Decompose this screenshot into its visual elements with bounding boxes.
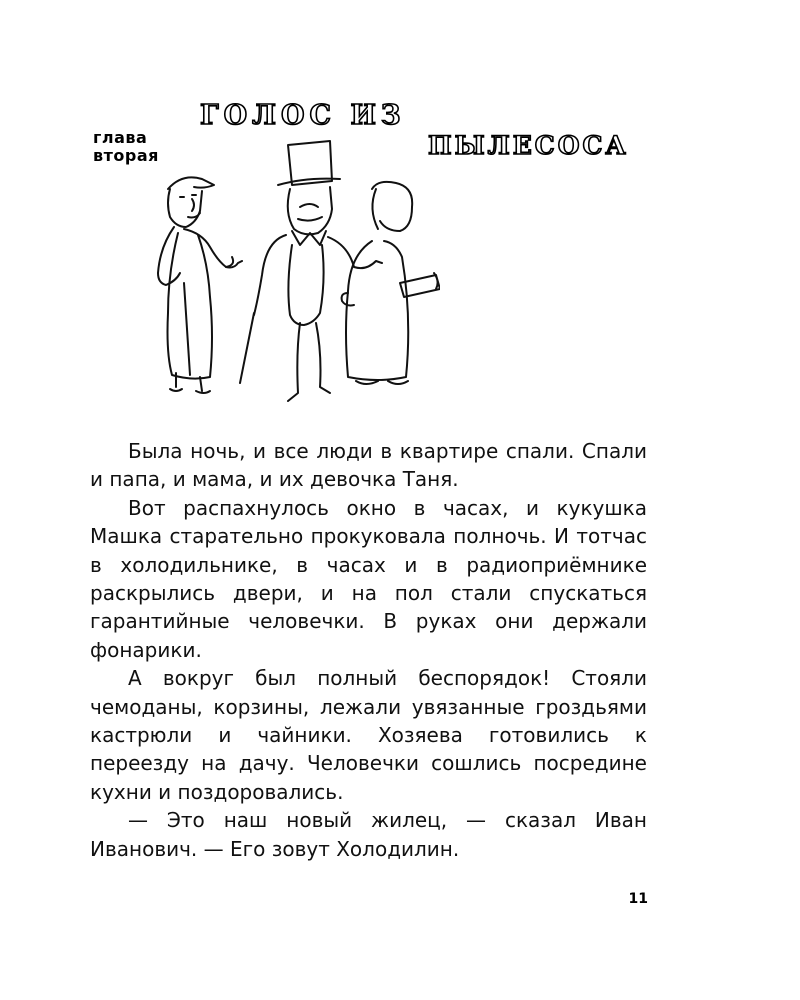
three-characters-illustration [140,133,440,405]
chapter-label-line1: глава [93,128,148,147]
chapter-label-line2: вторая [93,146,159,165]
body-text [90,437,647,863]
chapter-title-line1: ГОЛОС ИЗ [200,100,406,131]
page-number: 11 [628,891,648,907]
middle-character-figure [240,141,382,401]
paragraph: — Это наш новый жилец, — сказал Иван Иванович. — Его зовут Холодилин. [90,808,647,861]
right-character-figure [342,182,440,384]
paragraph: Была ночь, и все люди в квартире спали. Спали и папа, и мама, и их девочка Таня. [90,439,647,492]
left-character-figure [158,177,242,393]
chapter-title-line2: ПЫЛЕСОСА [428,131,629,160]
paragraph: Вот распахнулось окно в часах, и кукушка Машка старательно прокуковала полночь. И тотчас в холодильнике, в часах и в радиоприёмнике раскрылись двери, и на пол стали спускаться гарантийные человечки. В руках они держали фонарики. [90,495,647,662]
paragraph: А вокруг был полный беспорядок! Стояли чемоданы, корзины, лежали увязанные гроздьями кастрюли и чайники. Хозяева готовились к переезду на дачу. Человечки сошлись посредине кухни и поздоровались. [90,666,647,804]
